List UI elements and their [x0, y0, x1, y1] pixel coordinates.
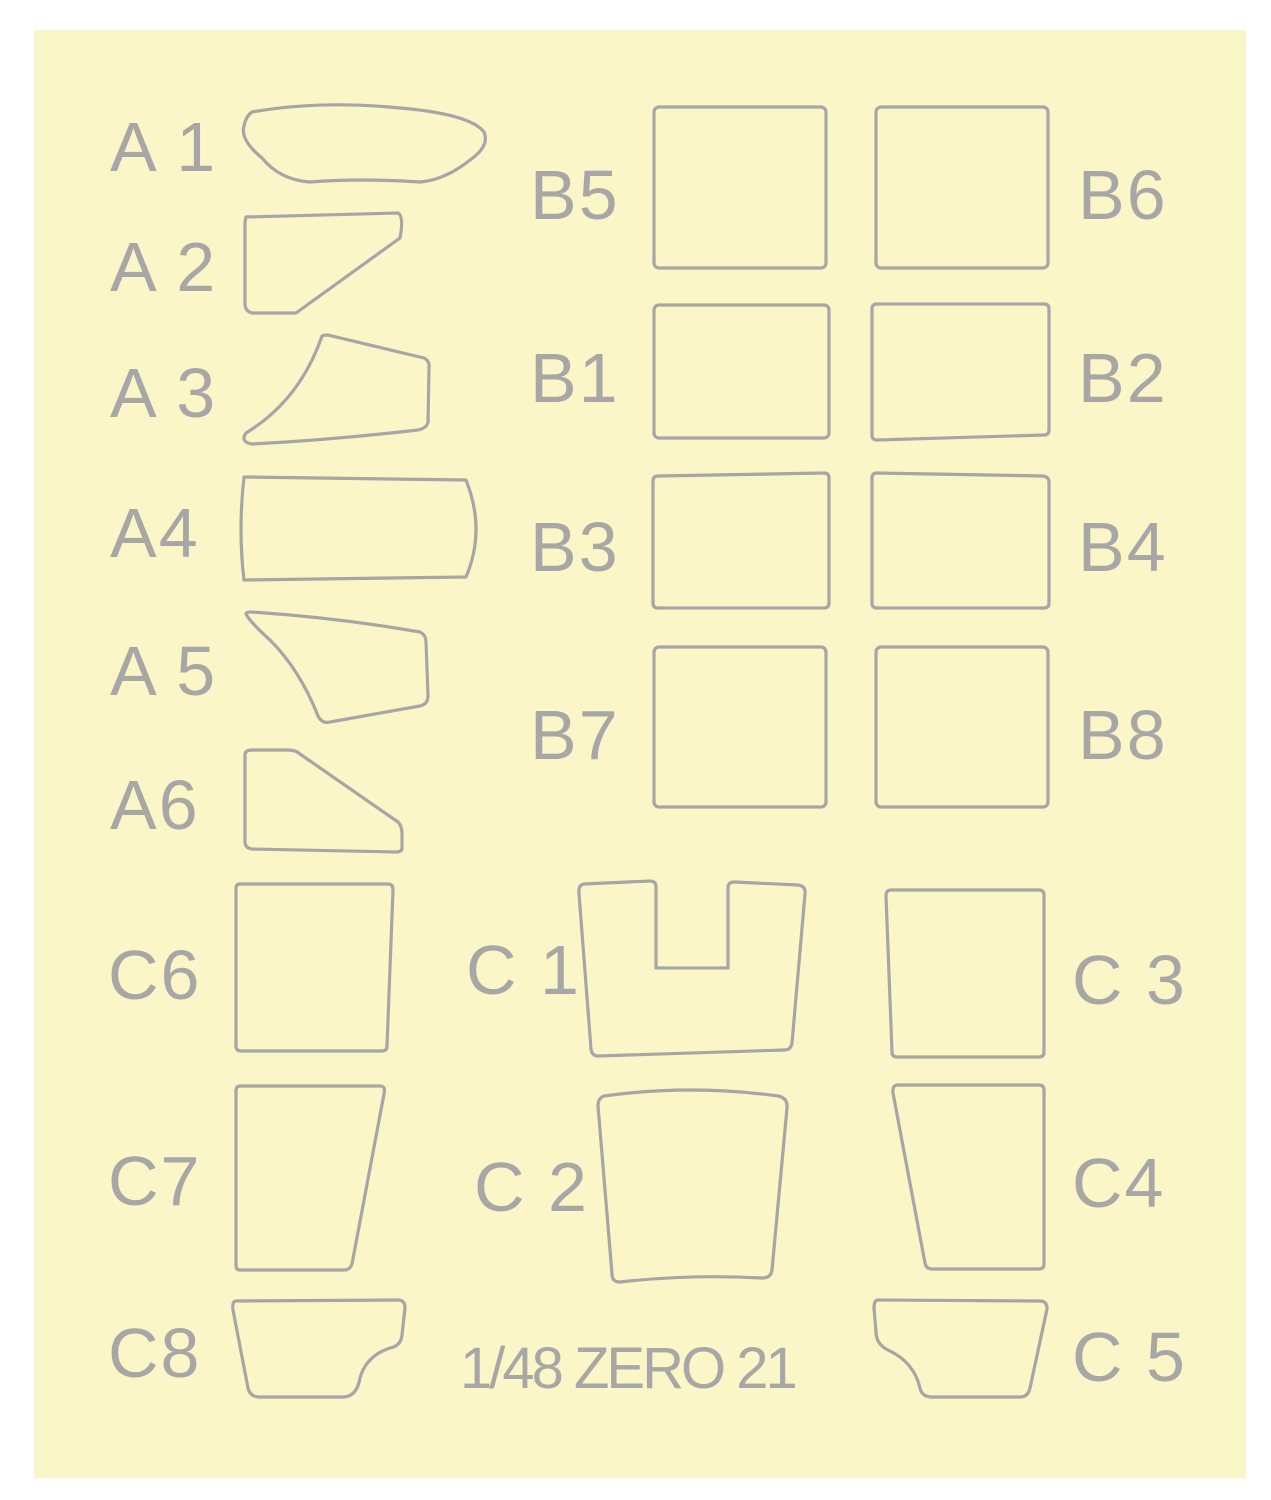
mask-b5-outline [654, 107, 826, 268]
label-c4: C4 [1072, 1144, 1166, 1222]
label-b3: B3 [530, 508, 620, 586]
label-c3: C 3 [1072, 941, 1187, 1019]
mask-c7-outline [236, 1086, 385, 1270]
label-b8: B8 [1078, 696, 1168, 774]
mask-b4-outline [872, 473, 1049, 608]
mask-b7-outline [654, 647, 826, 807]
mask-a6-outline [245, 750, 402, 852]
label-b5: B5 [530, 156, 620, 234]
label-a4: A4 [110, 494, 200, 572]
mask-c1-outline [579, 881, 805, 1056]
mask-c4-outline [893, 1085, 1044, 1269]
mask-c8-outline [233, 1300, 405, 1397]
label-c7: C7 [108, 1142, 202, 1220]
label-c5: C 5 [1072, 1318, 1187, 1396]
label-c8: C8 [108, 1314, 202, 1392]
label-b6: B6 [1078, 156, 1168, 234]
mask-b6-outline [876, 107, 1048, 268]
mask-c5-outline [874, 1300, 1047, 1397]
label-b4: B4 [1078, 508, 1168, 586]
mask-a4-outline [241, 477, 476, 580]
mask-a5-outline [246, 612, 428, 722]
mask-c2-outline [598, 1090, 787, 1282]
mask-b1-outline [654, 305, 829, 438]
label-b2: B2 [1078, 339, 1168, 417]
mask-a2-outline [245, 213, 402, 313]
label-c1: C 1 [466, 931, 581, 1009]
label-a3: A 3 [110, 354, 218, 432]
mask-a3-outline [244, 335, 429, 444]
label-a1: A 1 [110, 108, 218, 186]
label-c2: C 2 [474, 1148, 589, 1226]
mask-c6-outline [236, 884, 393, 1051]
mask-b2-outline [872, 304, 1049, 440]
label-b7: B7 [530, 696, 620, 774]
sheet-title: 1/48 ZERO 21 [460, 1336, 795, 1401]
mask-b3-outline [653, 473, 829, 608]
label-a5: A 5 [110, 632, 218, 710]
mask-a1-outline [243, 105, 485, 182]
label-c6: C6 [108, 936, 202, 1014]
mask-b8-outline [876, 647, 1048, 807]
label-a6: A6 [110, 766, 200, 844]
label-a2: A 2 [110, 228, 218, 306]
label-b1: B1 [530, 339, 620, 417]
mask-c3-outline [886, 890, 1044, 1057]
